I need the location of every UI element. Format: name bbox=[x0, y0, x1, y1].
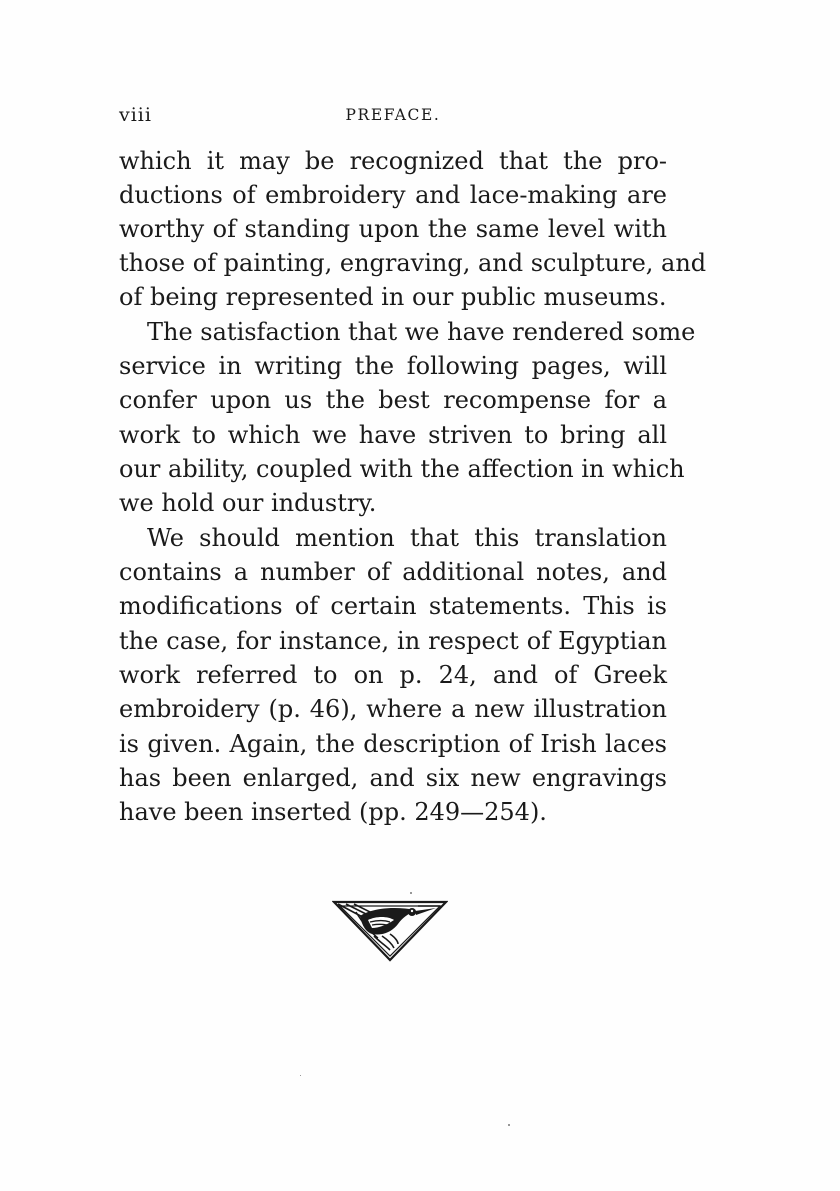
text-line: the case, for instance, in respect of Egyptian bbox=[119, 627, 667, 655]
text-line: service in writing the following pages, will bbox=[119, 352, 667, 380]
text-line: modifications of certain statements. This is bbox=[119, 592, 667, 620]
paper-speck bbox=[508, 1124, 510, 1126]
bird-tailpiece-icon bbox=[332, 898, 448, 962]
text-line: work referred to on p. 24, and of Greek bbox=[119, 661, 667, 689]
text-line: is given. Again, the description of Irish laces bbox=[119, 730, 667, 758]
text-line: ductions of embroidery and lace-making are bbox=[119, 181, 667, 209]
text-line: contains a number of additional notes, and bbox=[119, 558, 667, 586]
running-header bbox=[119, 104, 667, 128]
text-line: which it may be recognized that the pro- bbox=[119, 147, 667, 175]
paragraph-first-line: We should mention that this translation bbox=[147, 524, 667, 552]
text-line: confer upon us the best recompense for a bbox=[119, 386, 667, 414]
text-line: our ability, coupled with the affection in which bbox=[119, 455, 685, 483]
text-line: those of painting, engraving, and sculpture, and bbox=[119, 249, 707, 277]
text-line: embroidery (p. 46), where a new illustration bbox=[119, 695, 667, 723]
text-line: worthy of standing upon the same level with bbox=[119, 215, 667, 243]
paper-speck bbox=[410, 892, 412, 894]
text-line: have been inserted (pp. 249—254). bbox=[119, 798, 547, 826]
text-line: we hold our industry. bbox=[119, 489, 377, 517]
page-number: viii bbox=[119, 104, 152, 126]
running-title: PREFACE. bbox=[345, 106, 441, 124]
text-line: work to which we have striven to bring all bbox=[119, 421, 667, 449]
text-line: of being represented in our public museums. bbox=[119, 283, 667, 311]
text-line: has been enlarged, and six new engravings bbox=[119, 764, 667, 792]
paragraph-first-line: The satisfaction that we have rendered some bbox=[147, 318, 696, 346]
paper-speck bbox=[300, 1075, 301, 1076]
